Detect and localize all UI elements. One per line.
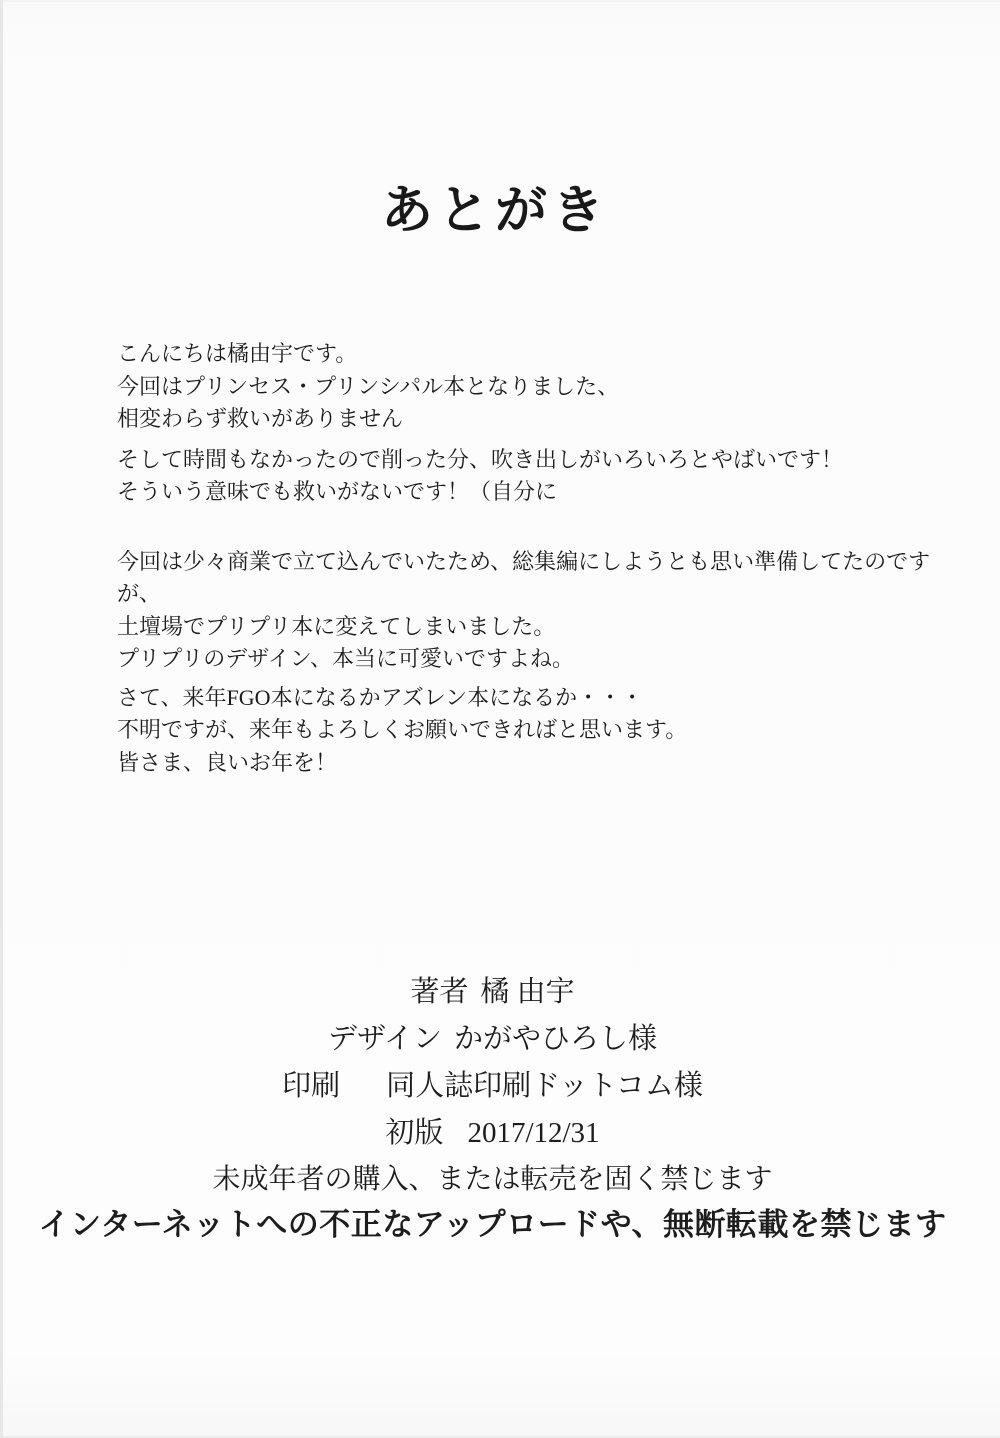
- credit-edition: [0, 1110, 985, 1151]
- credit-design: [0, 1016, 985, 1057]
- credit-printing: [0, 1063, 985, 1104]
- text-line: 今回は少々商業で立て込んでいたため、総集編にしようとも思い準備してたのですが、: [117, 548, 931, 606]
- credit-author: [0, 969, 985, 1010]
- text-line: プリプリのデザイン、本当に可愛いですよね。: [117, 646, 574, 671]
- credit-printing-label: 印刷: [282, 1070, 341, 1102]
- text-line: 皆さま、良いお年を！: [117, 749, 338, 775]
- text-line: 不明ですが、来年もよろしくお願いできればと思います。: [117, 717, 688, 742]
- credit-edition-value: 2017/12/31: [467, 1117, 600, 1149]
- credit-design-value: かがやひろし様: [453, 1023, 657, 1055]
- text-line: こんにちは橘由宇です。: [117, 341, 358, 366]
- credit-printing-value: 同人誌印刷ドットコム様: [386, 1070, 703, 1102]
- credit-author-value: 橘 由宇: [480, 976, 575, 1008]
- text-line: 土壇場でプリプリ本に変えてしまいました。: [117, 613, 556, 639]
- notice-no-minors: 未成年者の購入、または転売を固く禁じます: [212, 1164, 773, 1195]
- page-title: あとがき: [380, 183, 609, 240]
- text-line: そういう意味でも救いがないです！（自分に: [117, 479, 558, 504]
- text-line: さて、来年FGO本になるかアズレン本になるか・・・: [117, 684, 644, 710]
- credit-author-label: 著者: [410, 976, 469, 1008]
- credit-design-label: デザイン: [328, 1023, 442, 1055]
- notice-no-upload: インターネットへの不正なアップロードや、無断転載を禁じます: [38, 1207, 947, 1242]
- text-line: 今回はプリンセス・プリンシパル本となりました、: [117, 373, 620, 399]
- text-line: 相変わらず救いがありません: [117, 406, 404, 431]
- credit-edition-label: 初版: [385, 1117, 444, 1149]
- text-line: そして時間もなかったので削った分、吹き出しがいろいろとやばいです！: [117, 446, 844, 472]
